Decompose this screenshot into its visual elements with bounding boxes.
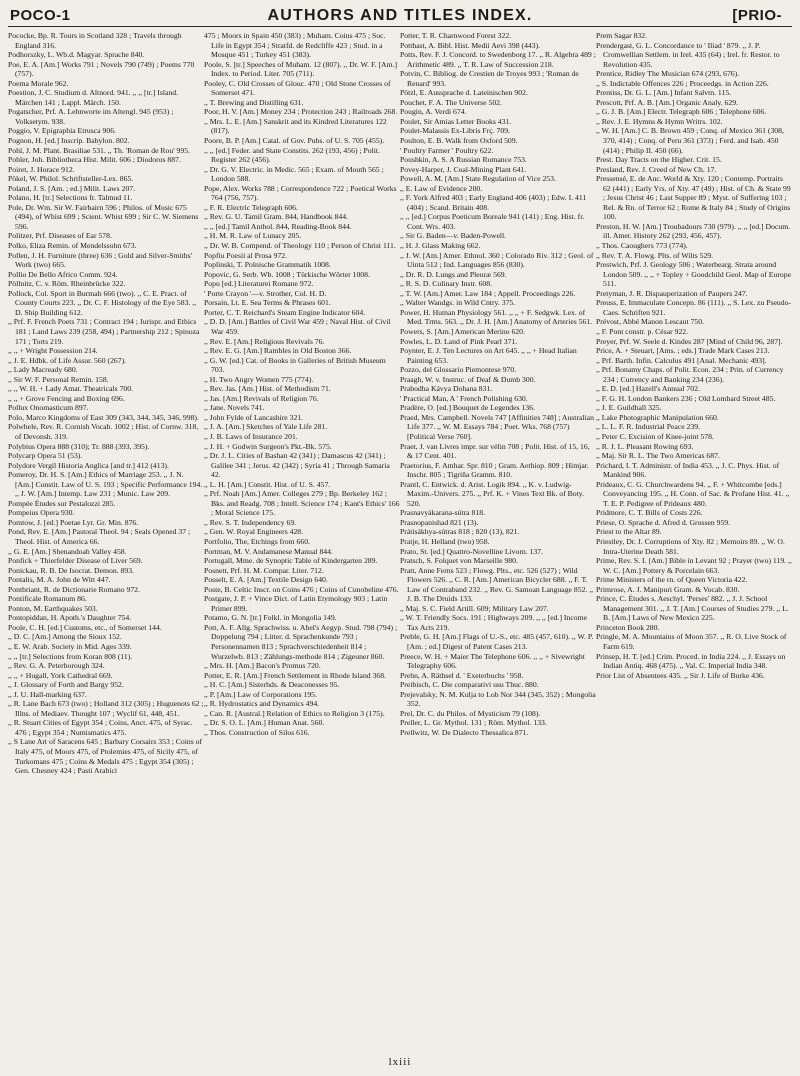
index-entry: ,, G. J. B. [Am.] Electr. Telegraph 606 ; Telephone 606.: [596, 107, 767, 117]
index-entry: ,, Rev. J. E. Hymns & Hymn Writrs. 102.: [596, 116, 723, 126]
index-entry: ,, Dr. R. D. Lungs and Pleuræ 569.: [400, 269, 507, 279]
index-entry: ,, J. Glossary of Forth and Bargy 952.: [8, 680, 124, 690]
index-entry: Praetorius, F. Amhar. Spr. 810 ; Gram. Aethiop. 809 ; Himjar. Inschr. 805 ; Tigriña Gramm. 810.: [400, 460, 589, 480]
index-entry: ,, R. Lane Bach 673 (two) ; Holland 312 (305) ; Huguenots 62 ; Illns. of Mediaev. Thought 107 ; Wyclif 61, 448, 451.: [8, 699, 204, 718]
index-entry: Pollio De Bello Africo Comm. 924.: [8, 269, 118, 279]
index-entry: ,, H. C. [Am.] Sisterhds. & Deaconesses 95.: [204, 680, 340, 690]
index-column-2: [204, 31, 400, 1049]
index-entry: Poore, B. P. [Am.] Catal. of Gov. Pubs. of U. S. 705 (455).: [204, 136, 385, 146]
index-entry: Pontificale Romanum 86.: [8, 594, 87, 604]
index-entry: ,, J. U. Hall-marking 637.: [8, 689, 87, 699]
index-entry: ,, J. E. Hdbk. of Life Assur. 560 (267).: [8, 355, 127, 365]
index-entry: Porsain, Lt. E. Sea Terms & Phrases 601.: [204, 298, 331, 308]
index-entry: Potamo, G. N. [tr.] Folkl. in Mongolia 149.: [204, 613, 337, 623]
index-entry: Posnett, Prf. H. M. Compar. Liter. 712.: [204, 565, 324, 575]
index-columns: [8, 31, 792, 1051]
index-entry: Pratsch, S. Folquet von Marseille 980.: [400, 556, 518, 566]
index-entry: Pogatscher, Prf. A. Lehnworte im Altengl. 945 (953) ; Volksetym. 938.: [8, 107, 174, 126]
index-entry: ,, Dr. W. B. Compend. of Theology 110 ; Person of Christ 111.: [204, 241, 396, 251]
index-entry: ,, Dr. S. O. L. [Am.] Human Anat. 560.: [204, 718, 325, 728]
index-column-4: [596, 31, 792, 1049]
index-entry: ,, Rev. E. [Am.] Religious Revivals 76.: [204, 336, 325, 346]
index-entry: Poole, S. [tr.] Speeches of Muham. 12 (807). ,, Dr. W. F. [Am.] Index. to Period. Liter. 705 (711).: [204, 59, 398, 79]
index-entry: ,, Mrs. L. E. [Am.] Sanskrit and its Kindred Literatures 122 (817).: [204, 116, 387, 136]
index-entry: ,, Jane. Novels 741.: [204, 403, 265, 413]
index-entry: Pohler, Joh. Bibliotheca Hist. Milit. 606 ; Diodoros 887.: [8, 155, 181, 165]
index-entry: Pontalis, M. A. John de Witt 447.: [8, 575, 111, 585]
index-entry: Praed, Mrs. Campbell. Novels 747 [Affinities 748] ; Australian Life 377. ,, W. M. Essays 784 ; Poet. Wks. 768 (757) [Political Verse 760].: [400, 412, 594, 441]
index-entry: Prinsep, H. T. [ed.] Crim. Proced. in India 224. ,, J. Essays on Indian Antiq. 468 (475). ,, Val. C. Imperial India 348.: [596, 651, 786, 671]
index-entry: ' Practical Man, A ' French Polishing 630.: [400, 393, 528, 403]
index-entry: Priestley, Dr. J. Corruptions of Xty. 82 ; Memoirs 89. ,, W. O. Intra-Uterine Death 581.: [596, 536, 785, 556]
index-entry: Pompée Études sur Pestalozzi 285.: [8, 498, 116, 508]
index-entry: Pomtow, J. [ed.] Poetae Lyr. Gr. Min. 876.: [8, 517, 139, 527]
index-entry: Prest. Day Tracts on the Higher. Crit. 15.: [596, 155, 722, 165]
index-entry: Poulton, E. B. Walk from Oxford 509.: [400, 136, 518, 146]
index-entry: Poole, C. H. [ed.] Customs, etc., of Somerset 144.: [8, 622, 162, 632]
index-entry: Prehn, A. Räthsel d. ' Exeterbuchs ' 958.: [400, 670, 524, 680]
index-entry: Potthast, A. Bibl. Hist. Medii Aevi 398 (443).: [400, 40, 541, 50]
index-entry: ,, F. York Alfred 403 ; Early England 406 (403) ; Edw. I. 411 (404) ; Scand. Britain 408.: [400, 193, 587, 212]
index-entry: Praagh, W. v. Instruc. of Deaf & Dumb 300.: [400, 374, 536, 384]
index-entry: ,, Jas. [Am.] Revivals of Religion 76.: [204, 393, 319, 403]
index-entry: Power, H. Human Physiology 561. ,, ,, + F. Sedgwk. Lex. of Med. Trms. 563. ,, Dr. J. H. [Am.] Anatomy of Arteries 561.: [400, 307, 593, 327]
index-entry: Praet, J. van Livres impr. sur vélin 708 ; Polit. Hist. of 15, 16, & 17 Cent. 401.: [400, 441, 590, 461]
index-entry: Preller, L. Gr. Mythol. 131 ; Röm. Mythol. 133.: [400, 718, 547, 728]
index-entry: Pratje, H. Helland (two) 958.: [400, 536, 490, 546]
index-entry: ,, ,, [ed.] Feder. and State Constits. 262 (193, 456) ; Polit. Register 262 (456).: [204, 145, 380, 165]
index-entry: Potter, E. R. [Am.] French Settlement in Rhode Island 368.: [204, 670, 387, 680]
index-entry: Podhorszky, L. Wb.d. Magyar. Sprache 840.: [8, 50, 145, 60]
index-entry: Prel, Dr. C. du Philos. of Mysticism 79 (108).: [400, 708, 541, 718]
index-entry: Presland, Rev. J. Creed of New Ch. 17.: [596, 164, 717, 174]
index-entry: Prideaux, C. G. Churchwardens 94. ,, F. + Whitcombe [eds.] Conveyancing 195. ,, H. Conn. of Sac. & Profane Hist. 41. ,, T. E. P. Pedigree of Prideaux 480.: [596, 479, 790, 508]
index-entry: Potts, Rev. F. J. Concord. to Swedenborg 17. ,, R. Algebra 489 ; Arithmetic 489. ,, T. R. Law of Succession 218.: [400, 50, 596, 69]
index-entry: Prichard, I. T. Administr. of India 453. ,, J. C. Phys. Hist. of Mankind 906.: [596, 460, 780, 480]
index-entry: ,, H. M. R. Law of Lunacy 205.: [204, 231, 302, 241]
index-entry: Pökel, W. Philol. Schriftsteller-Lex. 865.: [8, 174, 134, 184]
index-entry: ,, Gen. W. Royal Engineers 428.: [204, 527, 304, 537]
index-entry: ,, Prf. Noah [Am.] Amer. Colleges 279 ; Bp. Berkeley 162 ; Bks. and Readg. 708 ; Intell. Science 174 ; Kant's Ethics' 166 ; Moral Science 175.: [204, 489, 400, 518]
index-entry: Pomeroy, Dr. H. S. [Am.] Ethics of Marriage 253. ,, J. N. [Am.] Constit. Law of U. S. 193 ; Specific Performance 194. ,, J. W. [Am.] Intemp. Law 231 ; Munic. Law 209.: [8, 470, 203, 499]
index-entry: ,, Rev. G. U. Tamil Gram. 844, Handbook 844.: [204, 212, 349, 222]
index-entry: Pognon, H. [ed.] Inscrip. Babylon. 802.: [8, 136, 130, 146]
index-entry: ,, H. J. Glass Making 662.: [400, 241, 481, 251]
index-entry: ,, R. S. D. Culinary Instr. 608.: [400, 279, 493, 289]
index-entry: Pringle, M. A. Mountains of Moon 357. ,, R. O. Live Stock of Farm 619.: [596, 632, 787, 651]
index-entry: ,, G. E. [Am.] Shenandoah Valley 458.: [8, 546, 127, 556]
index-entry: Poland, J. S. [Am. ; ed.] Milit. Laws 207.: [8, 183, 136, 193]
index-entry: ,, Rev. T. A. Flowg. Plts. of Wilts 529.: [596, 250, 714, 260]
index-entry: Prátisákhya-sútras 818 ; 820 (13), 821.: [400, 527, 520, 537]
index-entry: Pott, A. F. Allg. Sprachwiss. u. Abel's Aegyp. Stud. 798 (794) ; Doppelung 794 ; Litter. d. Sprachenkunde 793 ; Personennamen 813 ; Sprachverschiedenheit 814 ; Wurzelwb. 813 ; Zählungs-methode 814 ; Zigeuner 860.: [204, 622, 398, 661]
index-entry: ,, Sir W. F. Personal Remin. 158.: [8, 374, 109, 384]
index-entry: Poiret, J. Horace 912.: [8, 164, 75, 174]
index-entry: Primrose, A. J. Manipuri Gram. & Vocab. 830.: [596, 584, 740, 594]
index-entry: Pratt, Anne Ferns 523 ; Flowg. Plts., etc. 526 (527) ; Wild Flowers 526. ,, C. R. [Am.] American Bicycler 688. ,, F. T. Law of Contraband 232. ,, Rev. G. Samoan Language 852. ,, J. B. The Druids 133.: [400, 565, 594, 604]
index-entry: Poplinski, T. Polnische Grammatik 1008.: [204, 260, 331, 270]
index-entry: Posselt, E. A. [Am.] Textile Design 640.: [204, 575, 328, 585]
index-entry: Prejevalsky, N. M. Kulja to Lob Nor 344 (345, 352) ; Mongolia 352.: [400, 689, 596, 709]
index-entry: ,, D. D. [Am.] Battles of Civil War 459 ; Naval Hist. of Civil War 459.: [204, 317, 391, 336]
index-entry: ,, E. D. [ed.] Hazell's Annual 702.: [596, 384, 700, 394]
index-entry: Ponfick + Thierfelder Disease of Liver 569.: [8, 556, 143, 566]
index-entry: Pooley, C. Old Crosses of Glouc. 470 ; Old Stone Crosses of Somerset 471.: [204, 78, 391, 98]
index-entry: ,, ,, W. H. + Lady Amat. Theatricals 700.: [8, 384, 134, 394]
index-entry: ,, L. H. [Am.] Constit. Hist. of U. S. 457.: [204, 479, 331, 489]
index-entry: Prentice, Ridley The Musician 674 (293, 676).: [596, 69, 740, 79]
index-entry: ,, E. Law of Evidence 200.: [400, 183, 483, 193]
index-entry: Polko, Eliza Remin. of Mendelssohn 673.: [8, 241, 137, 251]
index-entry: Poor, H. V. [Am.] Money 234 ; Protection 243 ; Railroads 268.: [204, 107, 398, 117]
index-entry: Price, A. + Steuart, [Ams. ; eds.] Trade Mark Cases 213.: [596, 346, 770, 356]
index-entry: Polo, Marco Kingdoms of East 309 (343, 344, 345, 346, 998).: [8, 412, 199, 422]
index-entry: Prasnopanishad 821 (13).: [400, 517, 479, 527]
index-entry: Potvin, C. Bibliog. de Crestien de Troyes 993 ; 'Roman de Renard' 993.: [400, 69, 579, 88]
index-entry: ,, Rev. S. T. Independency 69.: [204, 517, 297, 527]
index-entry: ' Poultry Farmer ' Poultry 622.: [400, 145, 494, 155]
index-entry: Pozzo, del Glossario Piemontese 970.: [400, 365, 517, 375]
index-entry: Preece, W. H. + Maier The Telephone 606. ,, ,, + Sivewright Telegraphy 606.: [400, 651, 585, 671]
index-entry: Porter, C. T. Reichard's Steam Engine Indicator 604.: [204, 307, 366, 317]
page-number: lxiii: [388, 1056, 412, 1068]
index-entry: ,, J. H. + Godwin Surgeon's Pkt.-Bk. 575.: [204, 441, 332, 451]
index-entry: ,, Lake Photographic Manipulation 660.: [596, 412, 719, 422]
index-entry: ,, Mrs. H. [Am.] Bacon's Promus 720.: [204, 661, 321, 671]
index-entry: ,, F. G. H. London Bankers 236 ; Old Lombard Street 485.: [596, 393, 776, 403]
index-entry: ,, Maj. Sir R. L. The Two Americas 687.: [596, 451, 720, 461]
index-entry: ,, ,, [tr.] Selections from Koran 808 (11).: [8, 651, 133, 661]
index-entry: ,, ,, + Hugall, York Cathedral 669.: [8, 670, 113, 680]
index-entry: ,, Lady Macready 680.: [8, 365, 78, 375]
index-entry: Portfolio, The, Etchings from 660.: [204, 536, 310, 546]
index-entry: 475 ; Moors in Spain 450 (383) ; Muham. Coins 475 ; Soc. Life in Egypt 354 ; Stratfd. de Redcliffe 423 ; Stud. in a Mosque 451 ; Turkey 451 (383).: [204, 31, 386, 60]
index-entry: Pöllnitz, C. v. Röm. Rheinbrücke 322.: [8, 279, 126, 289]
index-entry: Poe, E. A. [Am.] Works 791 ; Novels 790 (749) ; Poems 770 (757).: [8, 59, 195, 79]
index-entry: Prince, C. Études s. Aeschyl. 'Perses' 882. ,, J. J. School Management 301. ,, J. T. [Am.] Courses of Studies 279. ,, L. B. [Am.] Laws of New Mexico 225.: [596, 594, 789, 623]
index-entry: Preibisch, C. Die comparativi usu Thuc. 880.: [400, 680, 539, 690]
index-entry: Polydore Vergil Historia Anglica [and tr.] 412 (413).: [8, 460, 169, 470]
index-entry: Ponton, M. Earthquakes 503.: [8, 603, 98, 613]
index-entry: ,, Dr. G. V. Electric. in Medic. 565 ; Exam. of Mouth 565 ; London 588.: [204, 164, 384, 184]
index-entry: Prato, St. [ed.] Quattro-Novelline Livorn. 137.: [400, 546, 544, 556]
index-entry: Pontopiddan, H. Apoth.'s Daughter 754.: [8, 613, 132, 623]
index-entry: Portugall, Mme. de Synoptic Table of Kindergarten 289.: [204, 556, 378, 566]
index-entry: Prellwitz, W. De Dialecto Thessalica 871.: [400, 727, 529, 737]
index-entry: ,, Prf. Bonamy Chaps. of Polit. Econ. 234 ; Prin. of Currency 234 ; Currency and Banking 234 (236).: [596, 365, 784, 384]
index-entry: Princeton Book 280.: [596, 622, 660, 632]
index-entry: ,, Maj. S. C. Field Artill. 609; Military Law 207.: [400, 603, 549, 613]
index-entry: ,, J. W. [Am.] Amer. Ethnol. 360 ; Colorado Riv. 312 ; Geol. of Uinta 512 ; Ind. Languages 856 (830).: [400, 250, 594, 270]
index-entry: ,, ,, [ed.] Corpus Poeticum Boreale 941 (141) ; Eng. Hist. fr. Cont. Wrs. 403.: [400, 212, 585, 231]
index-entry: ,, L. L. F. R. Industrial Peace 239.: [596, 422, 701, 432]
index-entry: Pope, Alex. Works 788 ; Correspondence 722 ; Poetical Works 764 (756, 757).: [204, 183, 397, 203]
index-entry: Poulet, Sir Amias Letter Books 431.: [400, 116, 512, 126]
index-entry: Pötzl, E. Aussprache d. Lateinischen 902.: [400, 88, 528, 98]
index-entry: Preuss, E. Immaculate Concepn. 86 (111). ,, S. Lex. zu Pseudo-Caes. Schriften 921.: [596, 298, 791, 317]
index-entry: ,, F. R. Electric Telegraph 606.: [204, 202, 298, 212]
index-entry: Pretyman, J. R. Dispauperization of Paupers 247.: [596, 288, 748, 298]
index-entry: ,, Sir G. Baden—v. Baden-Powell.: [400, 231, 507, 241]
index-entry: Poushkin, A. S. A Russian Romance 753.: [400, 155, 527, 165]
index-entry: Prior List of Absentees 435. ,, Sir J. Life of Burke 436.: [596, 670, 765, 680]
header-rule: [8, 26, 792, 27]
index-entry: Poggio, V. Epigraphia Etrusca 906.: [8, 126, 116, 136]
index-entry: Pond, Rev. E. [Am.] Pastoral Theol. 94 ; Seals Opened 37 ; Theol. Hist. of America 66.: [8, 527, 191, 546]
index-entry: Poulet-Malassis Ex-Libris Frç. 709.: [400, 126, 510, 136]
index-entry: Popu [ed.] Literaturei Romane 972.: [204, 279, 314, 289]
index-entry: Priese, O. Sprache d. Afred d. Grossen 959.: [596, 517, 731, 527]
index-entry: Pougin, A. Verdi 674.: [400, 107, 467, 117]
index-entry: Popfiu Poesii al Prosa 972.: [204, 250, 288, 260]
index-entry: Prescott, Prf. A. B. [Am.] Organic Analy. 629.: [596, 97, 738, 107]
index-entry: Prévost, Abbé Manon Lescaut 750.: [596, 317, 705, 327]
index-entry: ,, J. E. Guildhall 325.: [596, 403, 662, 413]
index-entry: ' Porte Crayon '—v. Strother, Col. H. D.: [204, 288, 327, 298]
index-entry: ,, T. W. [Am.] Amer. Law 184 ; Appell. Proceedings 226.: [400, 288, 576, 298]
index-entry: ,, ,, [ed.] Tamil Anthol. 844, Reading-Book 844.: [204, 221, 352, 231]
index-entry: ,, R. Hydrostatics and Dynamics 494.: [204, 699, 320, 709]
index-entry: Prestwich, Prf. J. Geology 506 ; Waterbearg. Strata around London 509. ,, ,, + Topley + Goodchild Geol. Map of Europe 511.: [596, 260, 791, 289]
index-entry: Polybius Opera 888 (310); Tr. 888 (393, 395).: [8, 441, 150, 451]
index-entry: Pollux Onomasticum 897.: [8, 403, 89, 413]
index-entry: Ponickau, R. B. De Isocrat. Demon. 893.: [8, 565, 134, 575]
index-entry: ,, H. Two Angry Women 775 (774).: [204, 374, 314, 384]
index-entry: Prasnavyákarana-sútra 818.: [400, 508, 485, 518]
index-entry: Prime, Rev. S. I. [Am.] Bible in Levant 92 ; Prayer (two) 119. ,, W. C. [Am.] Pottery & Porcelain 663.: [596, 556, 792, 575]
index-entry: ,, J. B. Laws of Insurance 201.: [204, 431, 298, 441]
index-entry: Prabodha Kávya Dohana 831.: [400, 384, 493, 394]
index-entry: ,, Thos. Caoughers 773 (774).: [596, 241, 688, 251]
index-entry: Pouchet, F. A. The Universe 502.: [400, 97, 502, 107]
index-entry: ,, Rev. E. G. [Am.] Rambles in Old Boston 366.: [204, 346, 352, 356]
index-entry: ,, F. Pont constr. p. César 922.: [596, 326, 689, 336]
index-entry: Pridmore, C. T. Bills of Costs 226.: [596, 508, 703, 518]
index-entry: Priest to the Altar 89.: [596, 527, 662, 537]
index-entry: Politzer, Prf. Diseases of Ear 578.: [8, 231, 112, 241]
index-entry: Prentiss, Dr. G. L. [Am.] Infant Salvtn. 115.: [596, 88, 732, 98]
index-entry: Poema Morale 962.: [8, 78, 69, 88]
index-column-3: [400, 31, 596, 1049]
index-entry: Pressensé, E. de Anc. World & Xty. 120 ; Contemp. Portraits 62 (441) ; Early Yrs. of Xty. 47 (49) ; Hist. of Ch. & State 99 ; Jesus Christ 46 ; Last Supper 89 ; Myst. of Suffering 103 ; Rel. & Rn. of Terror 62 ; Rome & Italy 84 ; Study of Origins 100.: [596, 174, 791, 222]
index-entry: Potter, T. R. Charnwood Forest 322.: [400, 31, 512, 40]
index-entry: ,, J. A. [Am.] Sketches of Yale Life 281.: [204, 422, 328, 432]
index-entry: Preyer, Prf. W. Seele d. Kindes 287 [Mind of Child 96, 287].: [596, 336, 783, 346]
index-entry: ,, Rev. Jas. [Am.] Hist. of Methodism 71.: [204, 384, 331, 394]
page-header: [0, 0, 800, 34]
header-title: AUTHORS AND TITLES INDEX.: [267, 7, 533, 24]
index-entry: Pococke, Bp. R. Tours in Scotland 328 ; Travels through England 316.: [8, 31, 182, 50]
index-entry: Prime Ministers of the rn. of Queen Victoria 422.: [596, 575, 748, 585]
index-entry: Prem Sagar 832.: [596, 31, 648, 40]
index-entry: Poste, B. Celtic Inscr. on Coins 476 ; Coins of Cunobeline 476.: [204, 584, 399, 594]
index-entry: ,, John Fylde of Lancashire 321.: [204, 412, 304, 422]
index-entry: Prendergast, G. L. Concordance to ' Iliad ' 879. ,, J. P. Cromwellian Settlem. in Irel. 435 (64) ; Irel. fr. Restor. to Revolution 435.: [596, 40, 780, 69]
index-entry: ,, W. T. Friendly Socs. 191 ; Highways 209. ,, ,, [ed.] Income Tax Acts 219.: [400, 613, 587, 632]
index-entry: ,, Peter C. Excision of Knee-joint 578.: [596, 431, 714, 441]
index-entry: ,, Can. R. [Austral.] Relation of Ethics to Religion 3 (175).: [204, 708, 385, 718]
index-entry: ,, Rev. G. A. Peterborough 324.: [8, 661, 105, 671]
index-entry: Poynter, E. J. Ten Lectures on Art 645. ,, ,, + Head Italian Painting 653.: [400, 346, 577, 365]
index-entry: Pohl, J. M. Plant. Brasiliae 531. ,, Th. 'Roman de Rou' 995.: [8, 145, 190, 155]
index-entry: ,, S Lane Art of Saracens 645 ; Barbary Corsairs 353 ; Coins of Italy 475, of Moors 475, of Ptolemies 475, of Sicily 475, of Turkomans 475 ; Coins & Medals 475 ; Egypt 354 (305) ; Gen. Chesney 424 ; Pasti Arabici: [8, 737, 203, 776]
index-entry: Portman, M. V. Andamanese Manual 844.: [204, 546, 333, 556]
index-entry: ,, ,, + Wright Possession 214.: [8, 346, 98, 356]
index-entry: ,, P. [Am.] Law of Corporations 195.: [204, 689, 317, 699]
index-entry: ,, T. Brewing and Distilling 631.: [204, 97, 304, 107]
index-entry: Preble, G. H. [Am.] Flags of U.-S., etc. 485 (457, 610). ,, W. P. [Am. ; ed.] Digest of Patent Cases 213.: [400, 632, 594, 651]
index-column-1: [8, 31, 204, 1049]
index-entry: Pollock, Col. Sport in Burmah 666 (two). ,, C. E. Pract. of County Courts 223. ,, Dr. C. F. Histology of the Eye 583. ,, D. Ship Building 612.: [8, 288, 197, 317]
index-entry: Polwhele, Rev. R. Cornish Vocab. 1002 ; Hist. of Cornw. 318, of Devonsh. 319.: [8, 422, 199, 441]
index-entry: Poestion, J. C. Studium d. Altnord. 941. ,, ,, [tr.] Island. Märchen 141 ; Lappl. Märch. 150.: [8, 88, 178, 107]
index-entry: ,, Walter Wandgs. in Wild Cntry. 375.: [400, 298, 516, 308]
index-entry: Pompeius Opera 930.: [8, 508, 75, 518]
index-entry: Polycarp Opera 51 (53).: [8, 451, 83, 461]
index-entry: Powers, S. [Am.] American Merino 620.: [400, 326, 525, 336]
index-entry: Pradère, O. [ed.] Bouquet de Legendes 136.: [400, 403, 535, 413]
index-entry: Prantl, C. Entwick. d. Arist. Logik 894. ,, K. v. Ludwig-Maxim.-Univers. 275. ,, Prf. K. + Vines Text Bk. of Boty. 520.: [400, 479, 585, 508]
index-entry: Preston, H. W. [Am.] Troubadours 730 (979). ,, ,, [ed.] Docum. ill. Amer. History 262 (293, 456, 457).: [596, 221, 791, 241]
index-entry: Postgate, J. P. + Vince Dict. of Latin Etymology 903 ; Latin Primer 899.: [204, 594, 388, 613]
index-entry: ,, D. C. [Am.] Among the Sioux 152.: [8, 632, 122, 642]
index-entry: Povey-Harper, J. Coal-Mining Plant 641.: [400, 164, 527, 174]
index-entry: ,, R. J. L. Pleasant Rowing 693.: [596, 441, 694, 451]
index-entry: ,, Dr. J. L. Cities of Bashan 42 (341) ; Damascus 42 (341) ; Galilee 341 ; Jerus. 42 (342) ; Syria 41 ; Through Samaria 42.: [204, 451, 390, 480]
index-entry: ,, E. W. Arab. Society in Mid. Ages 339.: [8, 642, 132, 651]
index-entry: ,, Prf. F. French Poets 731 ; Contract 194 ; Jurispr. and Ethics 181 ; Land Laws 239 (258, 494) ; Partnership 212 ; Spinoza 171 ; Torts 219.: [8, 317, 200, 346]
index-entry: ,, Thos. Construction of Silos 616.: [204, 727, 310, 737]
index-entry: Powles, L. D. Land of Pink Pearl 371.: [400, 336, 518, 346]
index-entry: Pontbriant, R. de Dictionarie Romano 972.: [8, 584, 140, 594]
index-entry: ,, Prf. Barth. Infin. Calculus 491 [Anal. Mechanic 493].: [596, 355, 767, 365]
index-entry: Polano, H. [tr.] Selections fr. Talmud 11.: [8, 193, 133, 203]
header-left-keyword: POCO-1: [10, 7, 71, 24]
index-entry: Popovic, G. Serb. Wb. 1008 ; Türkische Wörter 1008.: [204, 269, 370, 279]
index-entry: ,, S. Indictable Offences 226 ; Proceedgs. in Action 226.: [596, 78, 769, 88]
index-entry: Pole, Dr. Wm. Sir W. Fairbairn 596 ; Philos. of Music 675 (494), of Whist 699 ; Scient. Whist 699 ; Sir C. W. Siemens 596.: [8, 202, 199, 231]
index-entry: ,, G. W. [ed.] Cat. of Books in Galleries of British Museum 703.: [204, 355, 386, 375]
index-entry: ,, ,, + Grove Fencing and Boxing 696.: [8, 393, 125, 403]
index-entry: ,, W. H. [Am.] C. B. Brown 459 ; Conq. of Mexico 361 (308, 370, 414) ; Conq. of Peru 361 (373) ; Ferd. and Isab. 450 (414) ; Philip II. 450 (66).: [596, 126, 784, 155]
index-entry: Pollen, J. H. Furniture (three) 636 ; Gold and Silver-Smiths' Work (two) 665.: [8, 250, 193, 270]
index-entry: Powell, A. M. [Am.] State Regulation of Vice 253.: [400, 174, 556, 184]
index-entry: ,, R. Stuart Cities of Egypt 354 ; Coins, Anct. 475, of Syrac. 476 ; Egypt 354 ; Numismatics 475.: [8, 718, 193, 737]
header-right-keyword: [PRIO-: [732, 7, 782, 24]
